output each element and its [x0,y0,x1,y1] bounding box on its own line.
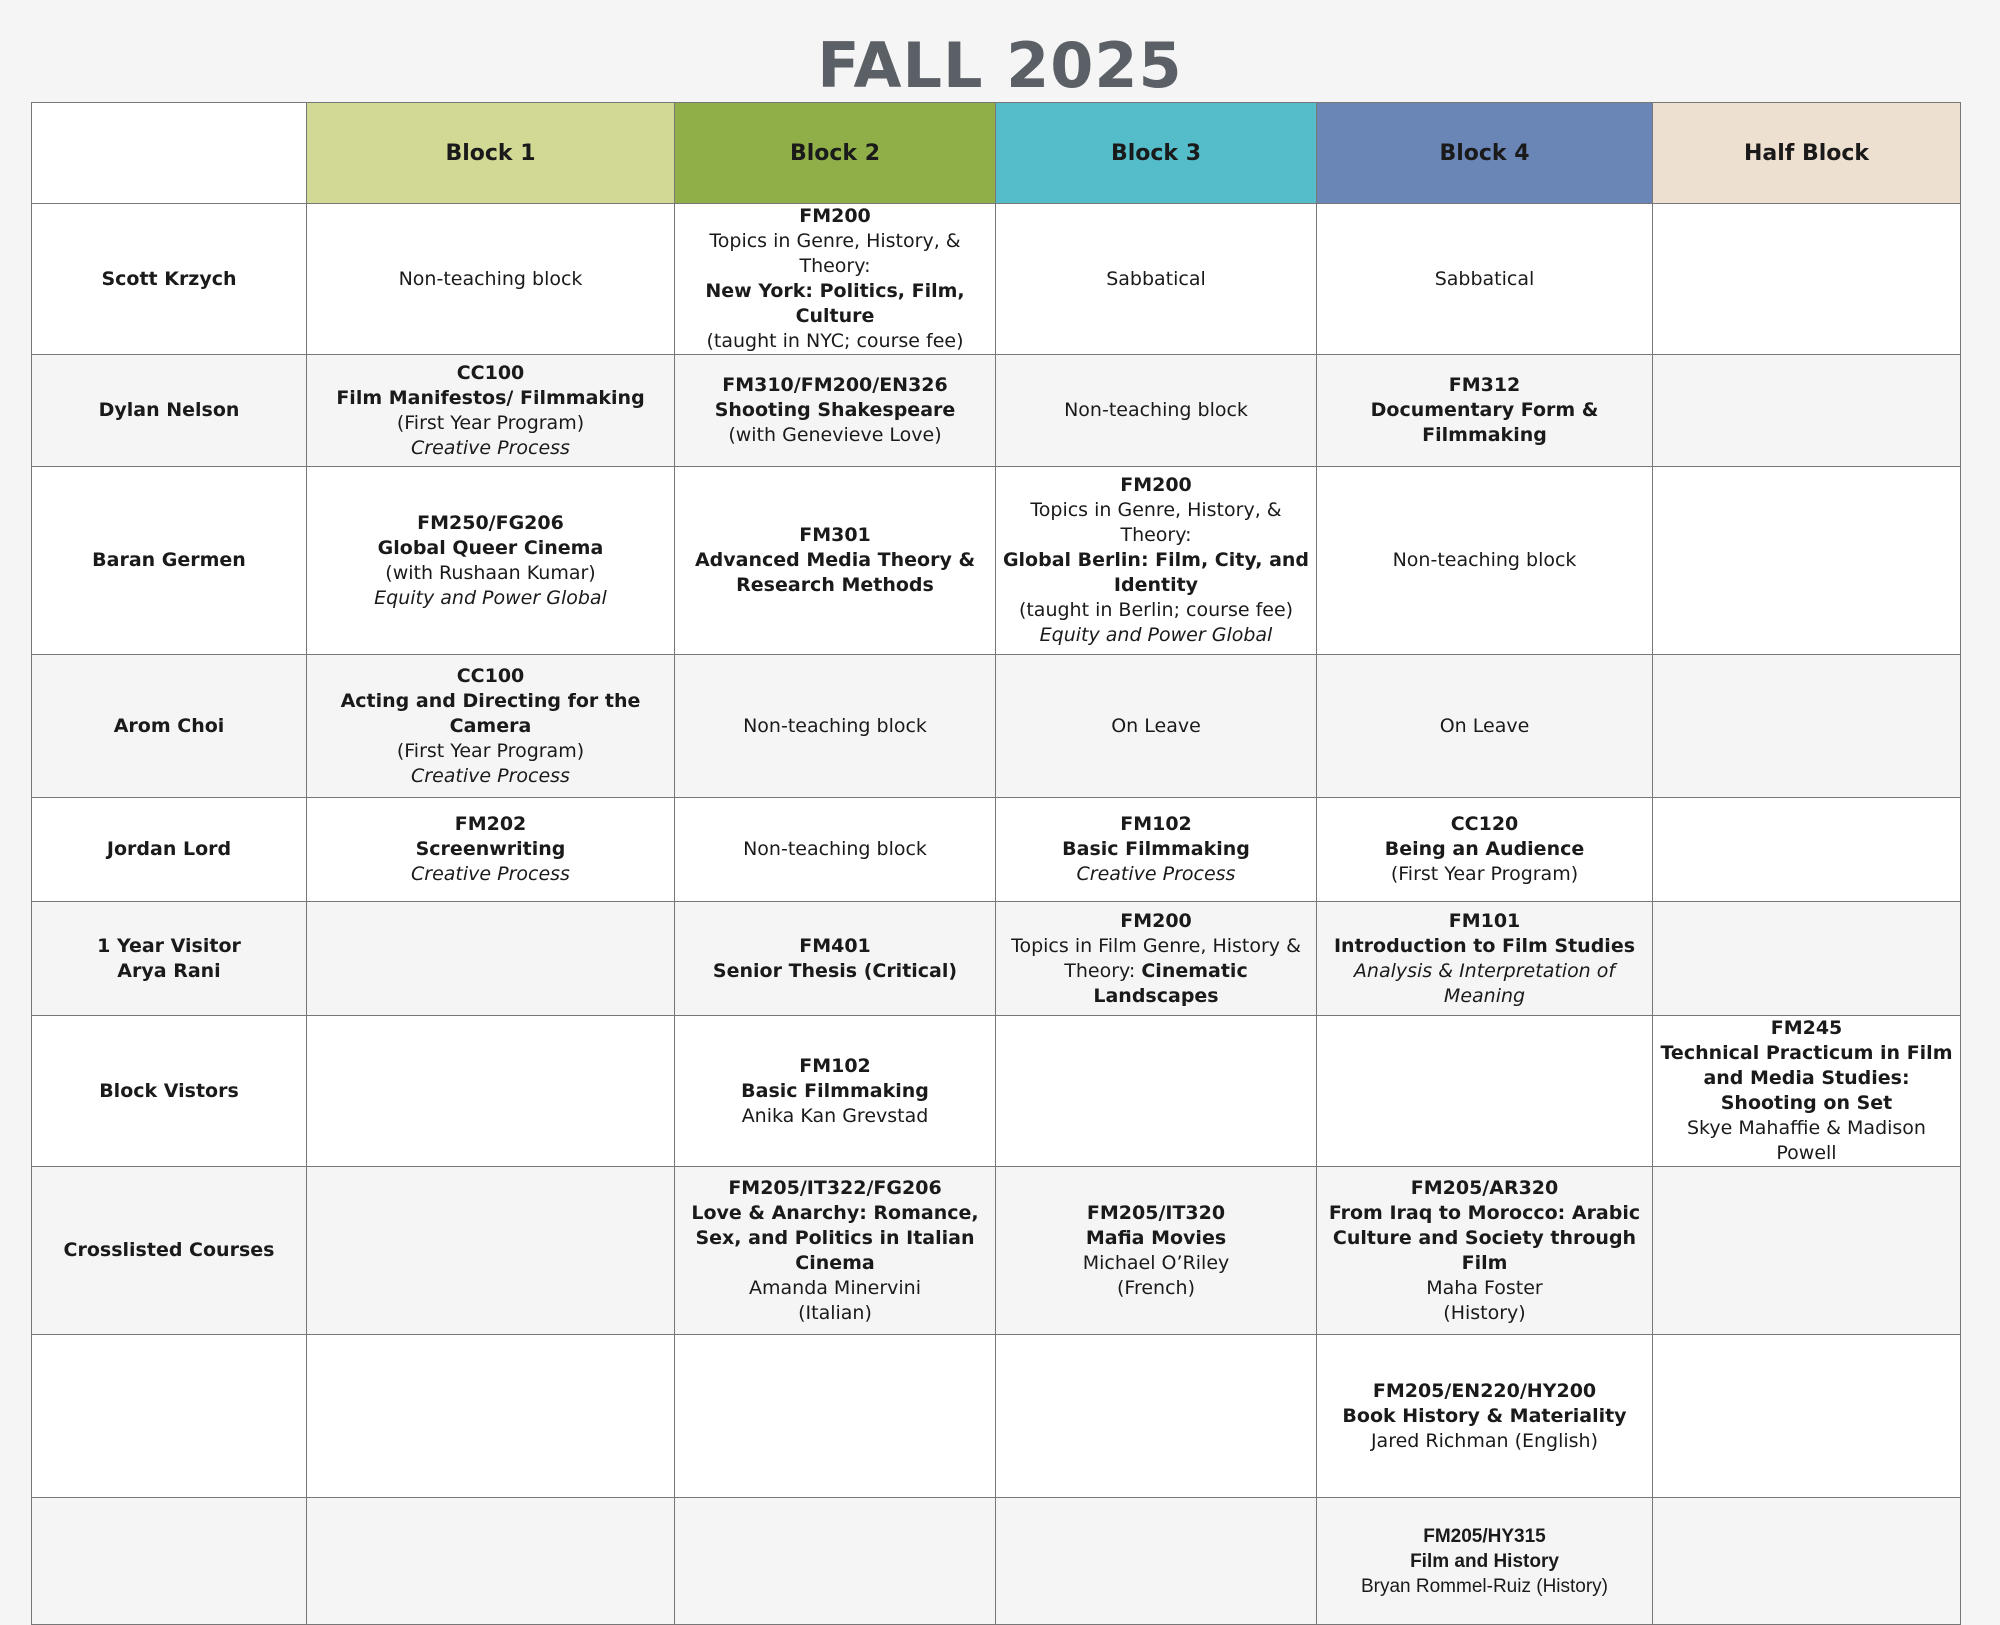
course-line: (with Rushaan Kumar) [385,561,596,584]
course-line: Book History & Materiality [1342,1404,1627,1427]
course-line: On Leave [1111,714,1201,737]
course-line: FM202 [454,813,527,835]
table-row [32,1498,1961,1625]
schedule-cell [1653,467,1961,655]
schedule-cell [307,655,675,798]
header-row [32,103,1961,204]
schedule-cell [996,204,1317,355]
course-line: FM205/AR320 [1410,1176,1559,1199]
course-line: Skye Mahaffie & Madison Powell [1687,1117,1926,1164]
course-line: Creative Process [411,764,570,787]
course-line: Film and History [1410,1550,1559,1572]
instructor-name-cell [32,902,307,1016]
course-line: FM102 [1120,813,1192,835]
header-block-4: Block 4 [1317,103,1653,204]
instructor-name-cell [32,1016,307,1167]
table-row [32,798,1961,902]
course-line: Global Queer Cinema [377,536,604,559]
course-line: Non-teaching block [743,838,927,860]
course-line: Screenwriting [415,838,566,860]
course-line: Anika Kan Grevstad [741,1104,929,1127]
course-line: (French) [1117,1276,1195,1299]
instructor-name-cell [32,1167,307,1335]
course-line: Jared Richman (English) [1370,1429,1599,1452]
schedule-cell [675,1498,996,1625]
schedule-cell [1653,798,1961,902]
header-block-2: Block 2 [675,103,996,204]
course-line: New York: Politics, Film, Culture [705,280,965,327]
schedule-cell [675,1335,996,1498]
course-line: Topics in Genre, History, & Theory: [709,230,961,277]
course-line: (taught in NYC; course fee) [706,330,964,352]
table-row [32,1335,1961,1498]
schedule-cell [996,655,1317,798]
schedule-cell [996,1335,1317,1498]
instructor-name-cell [32,204,307,355]
course-line: Love & Anarchy: Romance, Sex, and Politics in Italian Cinema [691,1201,979,1274]
course-line: FM301 [799,524,871,546]
schedule-cell [1317,1498,1653,1625]
course-line: CC120 [1450,813,1519,835]
instructor-name: Block Vistors [99,1079,239,1102]
schedule-cell [996,798,1317,902]
schedule-cell [996,355,1317,467]
course-line: Advanced Media Theory & Research Methods [694,549,976,596]
schedule-cell [1317,355,1653,467]
course-line: Sabbatical [1106,267,1206,290]
course-line: Maha Foster [1426,1276,1543,1299]
course-line: FM205/HY315 [1423,1525,1546,1547]
schedule-cell [1653,204,1961,355]
course-line: CC100 [456,664,525,687]
course-line: Being an Audience [1384,838,1585,860]
instructor-name-cell [32,1498,307,1625]
schedule-cell [1317,1016,1653,1167]
course-line: Non-teaching block [1064,399,1248,421]
schedule-cell [1653,655,1961,798]
course-line: Non-teaching block [743,714,927,737]
course-line: Basic Filmmaking [1062,838,1250,860]
course-line: FM250/FG206 [417,511,564,534]
course-line: From Iraq to Morocco: Arabic Culture and Society through Film [1328,1201,1641,1274]
schedule-cell [307,1335,675,1498]
course-line: CC100 [456,361,525,384]
course-line: Topics in Film Genre, History & Theory: [1011,934,1307,982]
schedule-cell [1317,204,1653,355]
course-line-group [1002,934,1310,1009]
course-line: Creative Process [411,863,570,885]
schedule-cell [996,467,1317,655]
schedule-cell [307,798,675,902]
course-line: FM205/EN220/HY200 [1372,1379,1597,1402]
schedule-cell [307,1167,675,1335]
schedule-cell [675,655,996,798]
page-title: FALL 2025 [817,29,1183,102]
course-line: Sabbatical [1434,267,1535,290]
course-line: (taught in Berlin; course fee) [1018,599,1294,621]
course-line: Cinematic Landscapes [1093,959,1255,1007]
course-line: Introduction to Film Studies [1333,934,1636,957]
course-line: Senior Thesis (Critical) [712,959,958,982]
header-half-block: Half Block [1653,103,1961,204]
table-row [32,655,1961,798]
schedule-cell [307,1498,675,1625]
course-line: Mafia Movies [1085,1226,1227,1249]
course-line: FM310/FM200/EN326 [722,374,948,396]
schedule-cell [1317,467,1653,655]
schedule-cell [675,1016,996,1167]
course-line: (Italian) [798,1301,872,1324]
course-line: Shooting Shakespeare [714,399,956,421]
schedule-cell [675,902,996,1016]
course-line: (History) [1443,1301,1526,1324]
table-row [32,902,1961,1016]
course-line: Documentary Form & Filmmaking [1370,399,1599,446]
course-line: FM200 [1120,909,1192,932]
instructor-name-cell [32,1335,307,1498]
schedule-cell [1653,355,1961,467]
instructor-name: 1 Year Visitor [97,934,241,957]
course-line: Basic Filmmaking [741,1079,929,1102]
course-line: Topics in Genre, History, & Theory: [1030,499,1282,546]
course-line: (First Year Program) [1390,863,1579,885]
course-line: FM200 [799,205,871,227]
course-line: On Leave [1439,714,1530,737]
instructor-name-cell [32,798,307,902]
schedule-cell [1317,1335,1653,1498]
table-row [32,467,1961,655]
header-corner [32,103,307,204]
schedule-cell [307,204,675,355]
schedule-cell [1317,655,1653,798]
schedule-cell [1653,1016,1961,1167]
course-line: FM205/IT322/FG206 [728,1176,942,1199]
course-line: FM102 [799,1054,871,1077]
schedule-cell [675,204,996,355]
course-line: Bryan Rommel-Ruiz (History) [1360,1575,1609,1597]
instructor-name-cell [32,355,307,467]
course-line: Global Berlin: Film, City, and Identity [1002,549,1310,596]
schedule-cell [675,1167,996,1335]
instructor-name: Jordan Lord [106,838,232,860]
table-row [32,355,1961,467]
course-line: Acting and Directing for the Camera [340,689,641,737]
instructor-name: Arom Choi [113,714,225,737]
schedule-cell [675,798,996,902]
course-line: FM200 [1120,474,1192,496]
course-line: Technical Practicum in Film and Media Studies: Shooting on Set [1660,1042,1953,1114]
schedule-cell [1653,1335,1961,1498]
course-line: Analysis & Interpretation of Meaning [1353,959,1616,1007]
course-line: Michael O’Riley [1082,1251,1230,1274]
instructor-name: Dylan Nelson [98,399,240,421]
table-row [32,1016,1961,1167]
header-block-1: Block 1 [307,103,675,204]
instructor-name: Scott Krzych [101,267,237,290]
instructor-name-cell [32,467,307,655]
schedule-cell [996,902,1317,1016]
course-line: Equity and Power Global [374,586,607,609]
instructor-name: Arya Rani [117,959,221,982]
schedule-cell [307,467,675,655]
course-line: FM245 [1770,1017,1843,1039]
course-line: (First Year Program) [396,739,585,762]
schedule-cell [1317,1167,1653,1335]
schedule-cell [675,355,996,467]
header-block-3: Block 3 [996,103,1317,204]
course-line: Equity and Power Global [1039,624,1273,646]
schedule-cell [675,467,996,655]
course-line: Creative Process [411,436,570,459]
course-line: FM205/IT320 [1086,1201,1226,1224]
schedule-cell [1653,902,1961,1016]
course-line: Creative Process [1076,863,1236,885]
course-line: FM312 [1448,374,1521,396]
course-line: Non-teaching block [1392,549,1577,571]
schedule-cell [996,1167,1317,1335]
schedule-cell [307,355,675,467]
schedule-cell [1317,902,1653,1016]
table-row [32,1167,1961,1335]
course-line: Film Manifestos/ Filmmaking [336,386,645,409]
table-row [32,204,1961,355]
schedule-cell [1653,1167,1961,1335]
schedule-cell [996,1498,1317,1625]
course-line: (First Year Program) [396,411,585,434]
instructor-name: Crosslisted Courses [63,1239,275,1261]
instructor-name: Baran Germen [92,549,246,571]
schedule-cell [996,1016,1317,1167]
course-line: FM401 [799,934,871,957]
course-line: Non-teaching block [398,267,583,290]
schedule-cell [307,902,675,1016]
instructor-name-cell [32,655,307,798]
schedule-cell [1317,798,1653,902]
course-line: (with Genevieve Love) [728,424,942,446]
course-line: FM101 [1448,909,1521,932]
course-line: Amanda Minervini [749,1276,921,1299]
schedule-cell [1653,1498,1961,1625]
schedule-cell [307,1016,675,1167]
schedule-table [31,102,1961,1625]
